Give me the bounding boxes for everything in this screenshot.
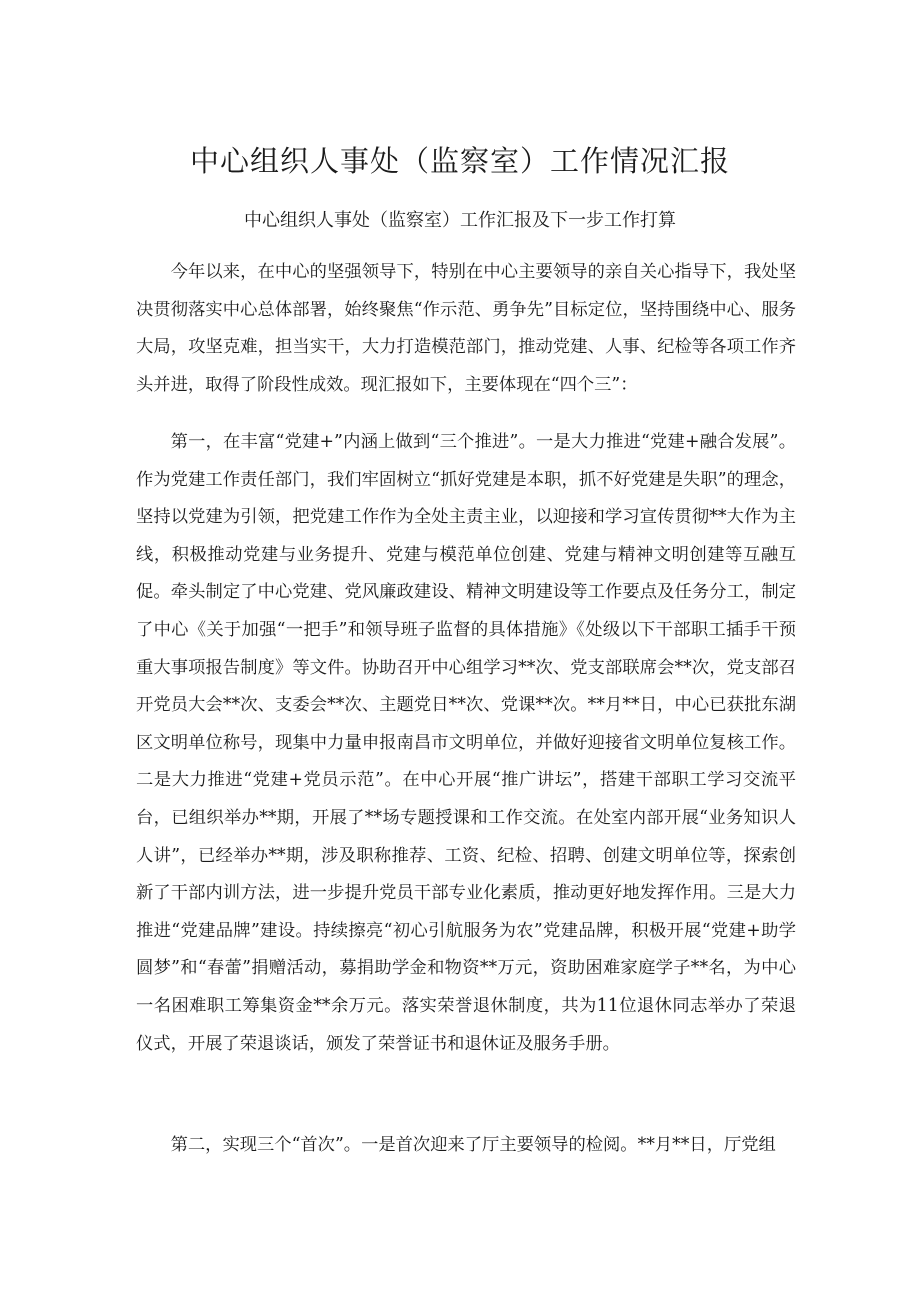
document-title: 中心组织人事处（监察室）工作情况汇报 xyxy=(189,144,730,178)
paragraph-section-one: 第一，在丰富“党建+”内涵上做到“三个推进”。一是大力推进“党建+融合发展”。作为党建工作责任部门，我们牢固树立“抓好党建是本职，抓不好党建是失职”的理念，坚持以党建为引领，把党建工作作为全处主责主业，以迎接和学习宣传贯彻**大作为主线，积极推动党建与业务提升、党建与模范单位创建、党建与精神文明创建等互融互促。牵头制定了中心党建、党风廉政建设、精神文明建设等工作要点及任务分工，制定了中心《关于加强“一把手”和领导班子监督的具体措施》《处级以下干部职工插手干预重大事项报告制度》等文件。协助召开中心组学习**次、党支部联席会**次，党支部召开党员大会**次、支委会**次、主题党日**次、党课**次。**月**日，中心已获批东湖区文明单位称号，现集中力量申报南昌市文明单位，并做好迎接省文明单位复核工作。二是大力推进“党建+党员示范”。在中心开展“推广讲坛”，搭建干部职工学习交流平台，已组织举办**期，开展了**场专题授课和工作交流。在处室内部开展“业务知识人人讲”，已经举办**期，涉及职称推荐、工资、纪检、招聘、创建文明单位等，探索创新了干部内训方法，进一步提升党员干部专业化素质，推动更好地发挥作用。三是大力推进“党建品牌”建设。持续擦亮“初心引航服务为农”党建品牌，积极开展“党建+助学圆梦”和“春蕾”捐赠活动，募捐助学金和物资**万元，资助困难家庭学子**名，为中心一名困难职工筹集资金**余万元。落实荣誉退休制度，共为11位退休同志举办了荣退仪式，开展了荣退谈话，颁发了荣誉证书和退休证及服务手册。 xyxy=(136,432,796,1054)
paragraph-section-two: 第二，实现三个“首次”。一是首次迎来了厅主要领导的检阅。**月**日，厅党组 xyxy=(170,1135,776,1155)
document-subtitle: 中心组织人事处（监察室）工作汇报及下一步工作打算 xyxy=(244,210,676,231)
paragraph-intro: 今年以来，在中心的坚强领导下，特别在中心主要领导的亲自关心指导下，我处坚决贯彻落实中心总体部署，始终聚焦“作示范、勇争先”目标定位，坚持围绕中心、服务大局，攻坚克难，担当实干，大力打造模范部门，推动党建、人事、纪检等各项工作齐头并进，取得了阶段性成效。现汇报如下，主要体现在“四个三”： xyxy=(136,262,796,395)
